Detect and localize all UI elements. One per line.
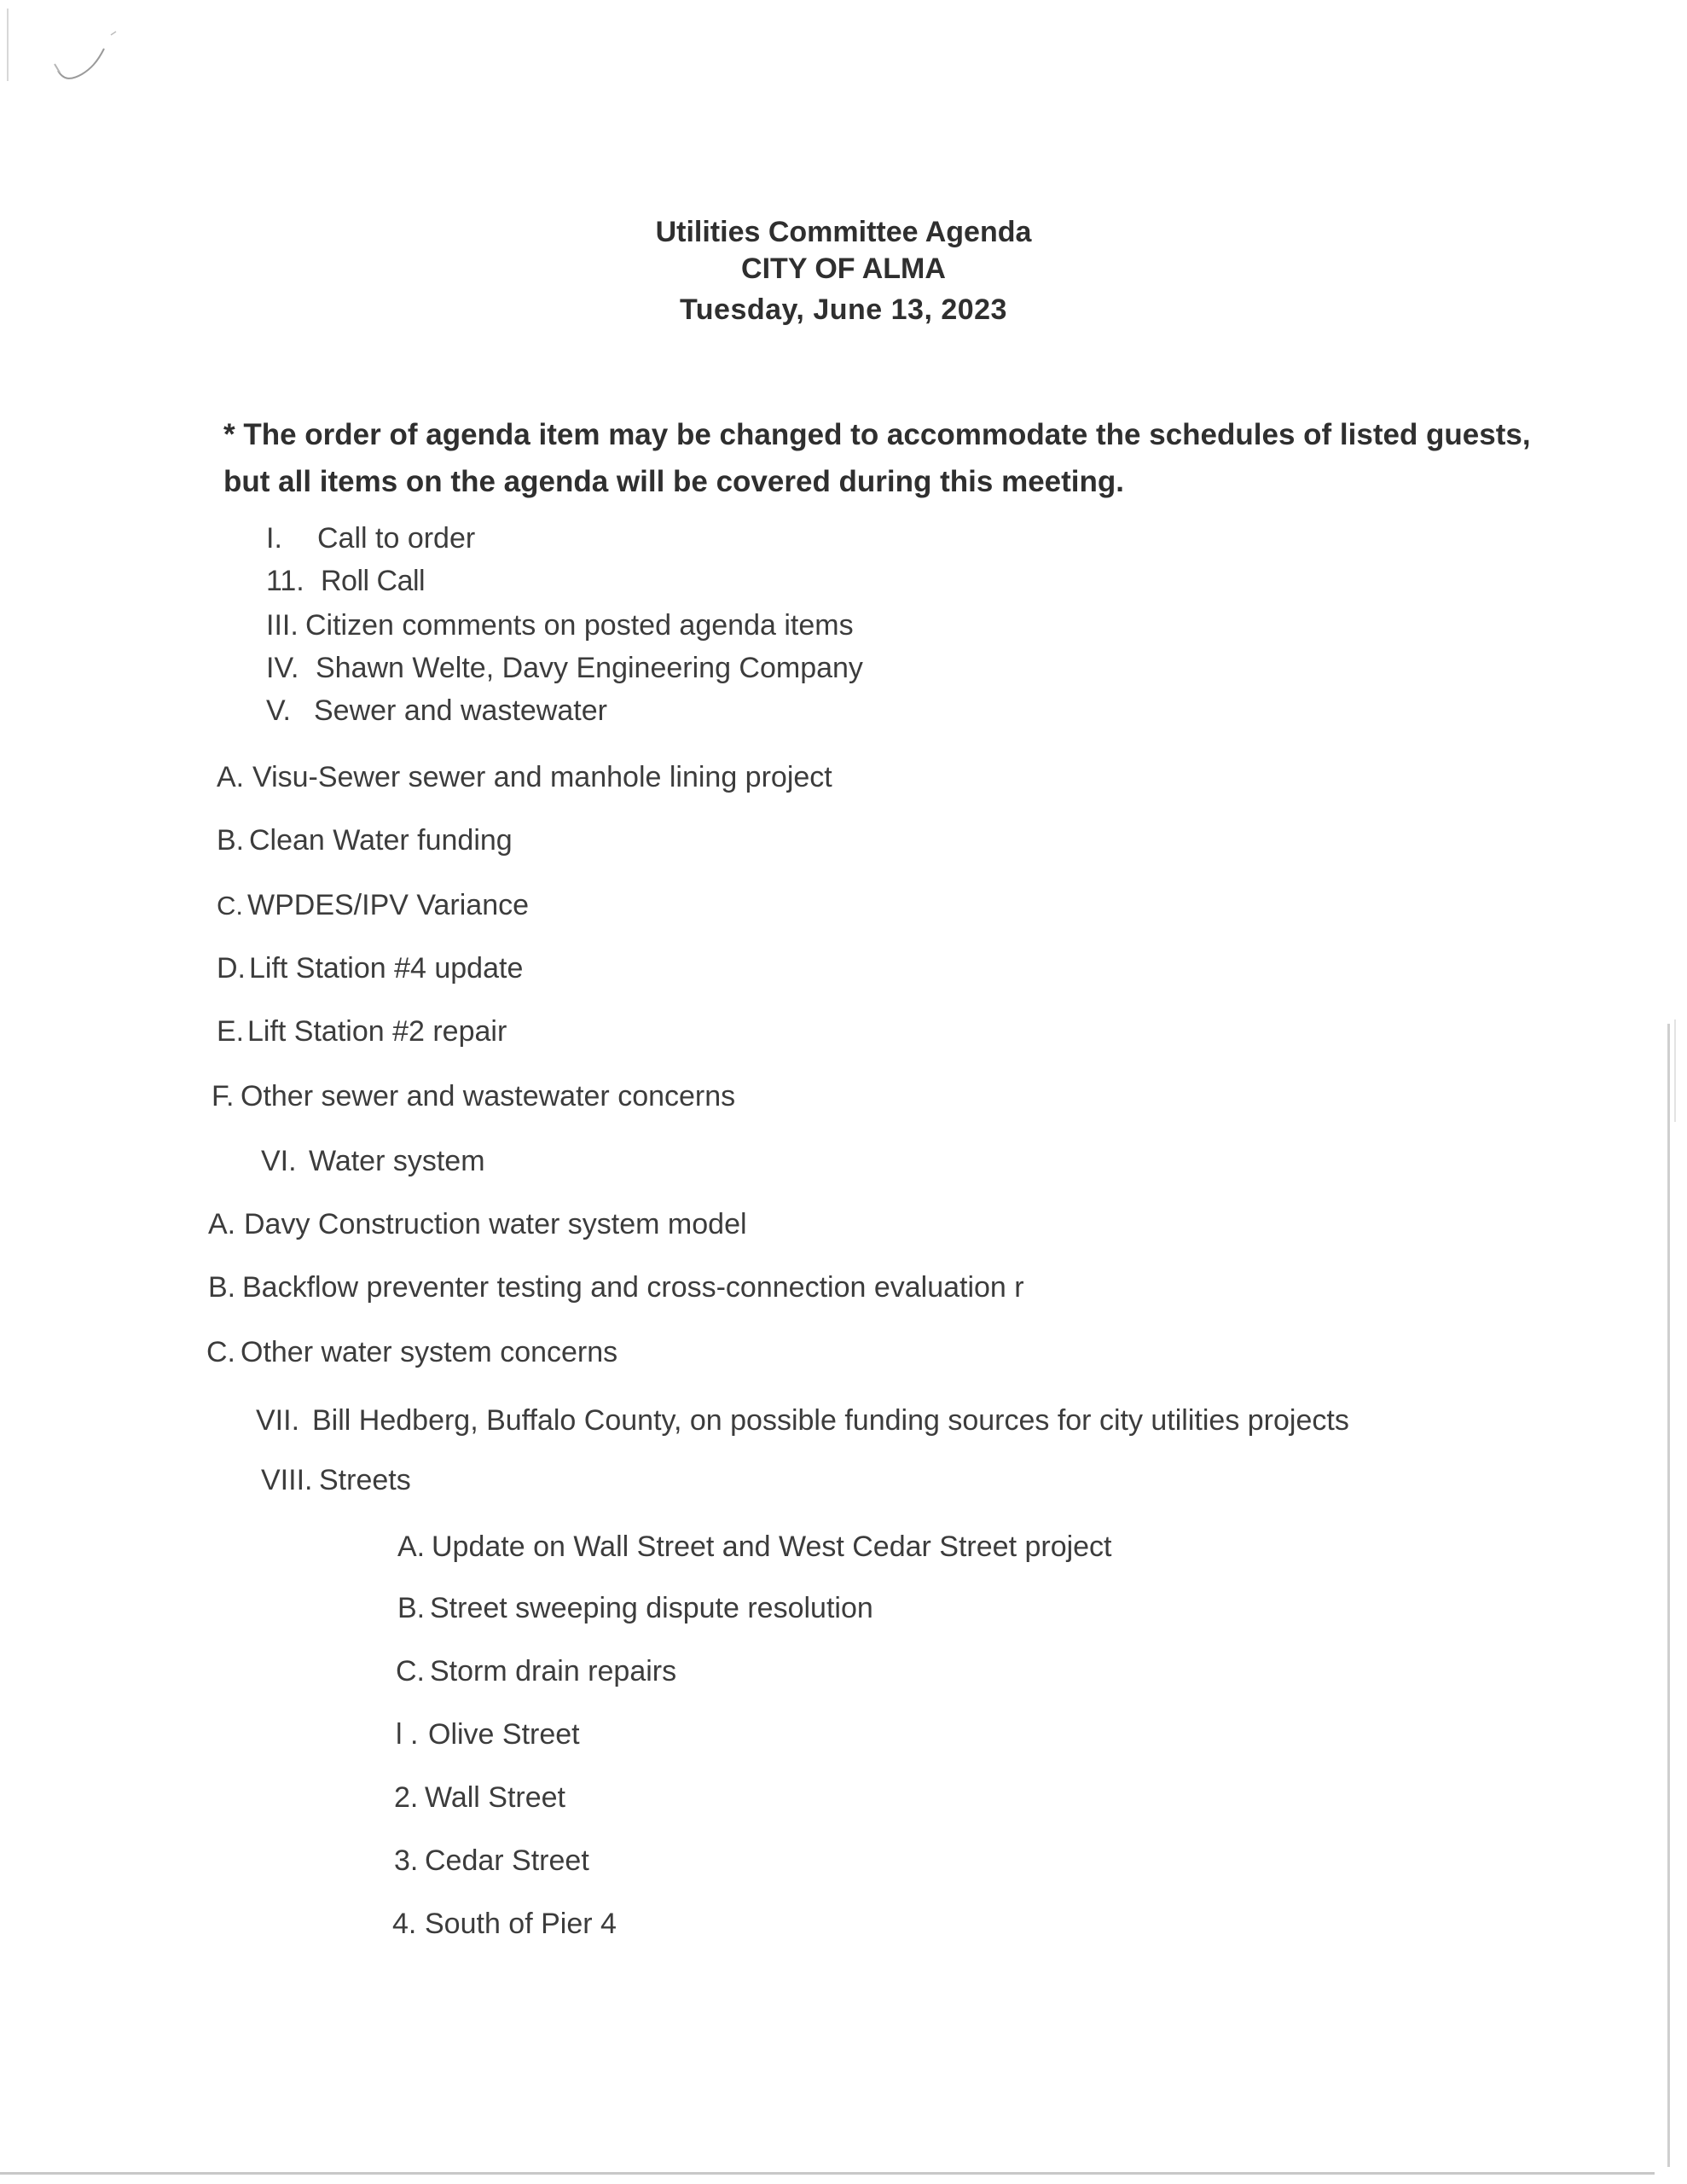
agenda-item-number: V. (266, 694, 292, 727)
agenda-item-text: Streets (319, 1464, 411, 1496)
agenda-notice-line-2: but all items on the agenda will be covered during this meeting. (223, 465, 1124, 498)
agenda-item-text: Backflow preventer testing and cross-connection evaluation r (242, 1271, 1024, 1304)
agenda-item-3 (266, 609, 854, 642)
agenda-subitem-6b (208, 1271, 1024, 1304)
scan-edge-bottom (0, 2172, 1655, 2175)
agenda-subitem-8c (396, 1655, 676, 1688)
agenda-item-8 (261, 1464, 411, 1497)
agenda-item-text: Cedar Street (425, 1844, 589, 1877)
agenda-item-number: VIII. (261, 1464, 313, 1496)
agenda-item-text: Other sewer and wastewater concerns (241, 1080, 736, 1112)
agenda-item-text: Citizen comments on posted agenda items (305, 609, 854, 642)
agenda-item-number: B. (208, 1271, 236, 1304)
agenda-subsubitem-8c3 (394, 1844, 589, 1878)
agenda-item-text: Clean Water funding (249, 824, 513, 857)
agenda-item-2 (266, 565, 425, 598)
agenda-item-number: A. (208, 1208, 236, 1240)
agenda-item-number: 2. (394, 1781, 419, 1814)
agenda-subsubitem-8c4 (392, 1908, 617, 1941)
agenda-notice-line-1: * The order of agenda item may be changed to accommodate the schedules of listed guests, (223, 418, 1531, 451)
agenda-item-number: A. (397, 1531, 426, 1563)
agenda-item-7 (256, 1404, 1349, 1438)
agenda-item-number: 11. (266, 565, 304, 597)
agenda-item-text: Sewer and wastewater (314, 694, 607, 727)
agenda-subitem-5e (217, 1015, 507, 1048)
scan-pen-mark (51, 30, 128, 98)
scan-edge-right (1667, 1024, 1670, 2167)
agenda-subsubitem-8c2 (394, 1781, 565, 1815)
agenda-item-text: Call to order (317, 522, 476, 555)
agenda-item-4 (266, 652, 863, 685)
agenda-item-number: A. (217, 761, 245, 793)
agenda-subitem-5f (212, 1080, 735, 1113)
agenda-item-text: Davy Construction water system model (244, 1208, 747, 1240)
agenda-item-6 (261, 1145, 485, 1178)
agenda-item-text: Storm drain repairs (430, 1655, 677, 1687)
agenda-item-number: 4. (392, 1908, 417, 1940)
agenda-item-number: E. (217, 1015, 245, 1048)
scan-edge-left (7, 9, 9, 81)
agenda-item-text: Lift Station #2 repair (247, 1015, 507, 1048)
agenda-item-number: C. (396, 1655, 425, 1687)
agenda-item-number: VII. (256, 1404, 300, 1437)
agenda-item-number: 3. (394, 1844, 419, 1877)
agenda-item-text: Roll Call (321, 565, 426, 597)
agenda-item-text: Bill Hedberg, Buffalo County, on possible funding sources for city utilities projects (312, 1404, 1349, 1437)
agenda-subitem-8a (397, 1531, 1112, 1564)
agenda-item-text: Olive Street (428, 1718, 580, 1751)
agenda-item-number: C. (206, 1336, 235, 1368)
agenda-subitem-8b (397, 1592, 873, 1625)
agenda-item-text: Water system (309, 1145, 485, 1177)
agenda-item-text: Shawn Welte, Davy Engineering Company (316, 652, 863, 684)
agenda-item-number: III. (266, 609, 299, 642)
scan-edge-right-top (1674, 1019, 1676, 1122)
agenda-item-text: South of Pier 4 (425, 1908, 617, 1940)
agenda-item-number: I. (266, 522, 282, 555)
agenda-item-number: B. (217, 824, 245, 857)
agenda-subsubitem-8c1 (396, 1718, 580, 1751)
meeting-date: Tuesday, June 13, 2023 (680, 293, 1007, 326)
agenda-item-text: Update on Wall Street and West Cedar Street project (432, 1531, 1112, 1563)
agenda-item-number: D. (217, 952, 246, 985)
document-title: Utilities Committee Agenda (655, 216, 1032, 248)
document-subtitle: CITY OF ALMA (741, 253, 946, 285)
agenda-item-number: IV. (266, 652, 299, 684)
agenda-item-number: C. (217, 891, 243, 921)
agenda-item-number: B. (397, 1592, 426, 1624)
agenda-item-5 (266, 694, 607, 728)
agenda-item-number: F. (212, 1080, 235, 1112)
agenda-subitem-5c (217, 889, 529, 922)
agenda-subitem-5a (217, 761, 832, 794)
agenda-item-1 (266, 522, 475, 555)
agenda-subitem-6c (206, 1336, 617, 1369)
agenda-item-text: Wall Street (425, 1781, 566, 1814)
agenda-item-number: VI. (261, 1145, 297, 1177)
agenda-item-text: Visu-Sewer sewer and manhole lining project (252, 761, 832, 793)
agenda-item-number: l . (396, 1718, 419, 1751)
agenda-item-text: Other water system concerns (241, 1336, 618, 1368)
agenda-subitem-5d (217, 952, 523, 985)
agenda-subitem-5b (217, 824, 513, 857)
agenda-item-text: Street sweeping dispute resolution (430, 1592, 873, 1624)
agenda-subitem-6a (208, 1208, 747, 1241)
agenda-item-text: WPDES/IPV Variance (247, 889, 530, 921)
agenda-item-text: Lift Station #4 update (249, 952, 524, 985)
